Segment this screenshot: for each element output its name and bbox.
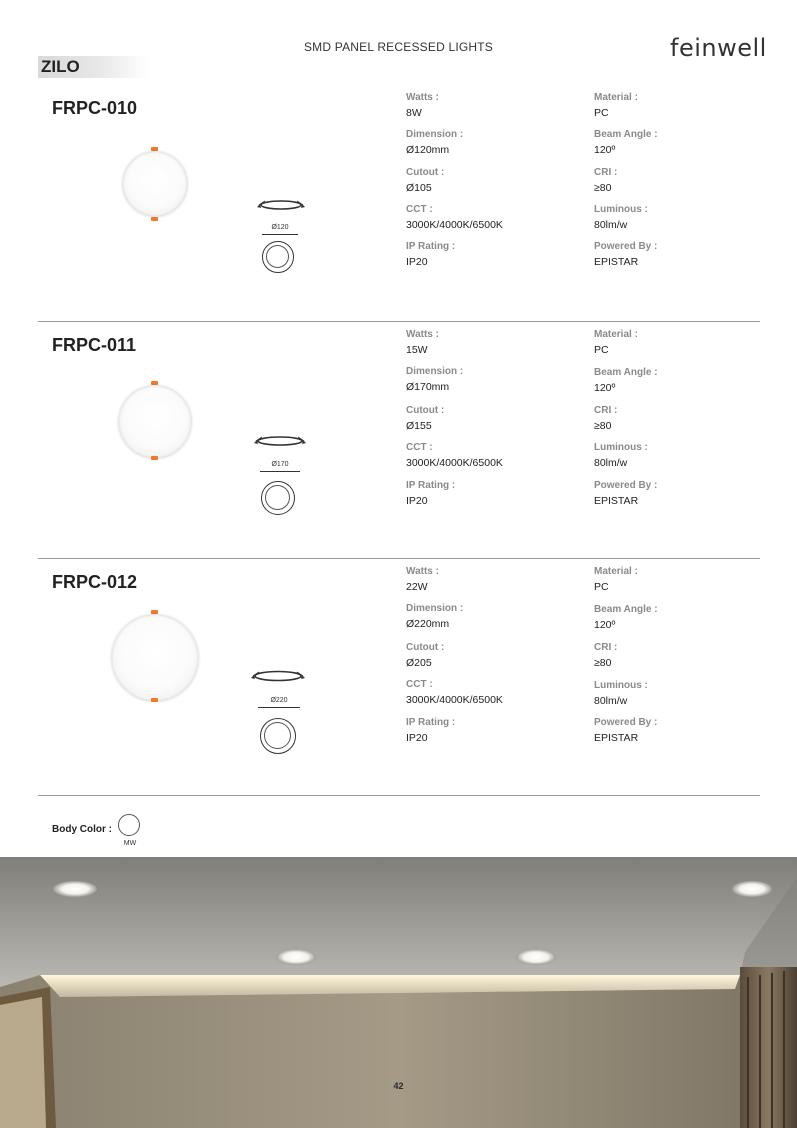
spec-luminous [594, 442, 764, 480]
spec-value: 3000K/4000K/6500K [406, 457, 503, 469]
model-name: FRPC-011 [52, 335, 137, 355]
spec-value: 120º [594, 144, 616, 156]
spec-ip-rating [406, 480, 576, 508]
spec-label: Powered By : [594, 480, 658, 491]
spec-cct [406, 442, 576, 480]
dimension-line [260, 471, 300, 472]
section-divider [38, 558, 760, 559]
spec-label: CRI : [594, 642, 618, 653]
spec-value: IP20 [406, 256, 428, 268]
spec-value: PC [594, 107, 609, 119]
spec-dimension [406, 366, 576, 405]
spec-value: Ø120mm [406, 144, 450, 156]
lamp-spring-bottom [151, 698, 158, 702]
spec-label: CRI : [594, 167, 618, 178]
spec-column-left [406, 92, 576, 269]
dimension-text: Ø120 [271, 224, 289, 231]
spec-label: CRI : [594, 405, 618, 416]
lamp-spring-bottom [151, 217, 158, 221]
lamp-disc [123, 152, 187, 216]
spec-value: EPISTAR [594, 495, 639, 507]
lamp-disc [119, 386, 191, 458]
dimension-text: Ø170 [271, 461, 289, 468]
dimension-text: Ø220 [270, 697, 288, 704]
product-frpc-012 [0, 566, 797, 803]
spec-cutout [406, 167, 576, 204]
side-view-drawing [255, 197, 307, 213]
lamp-spring-top [151, 147, 158, 151]
spec-label: Luminous : [594, 204, 648, 215]
technical-drawing [246, 668, 312, 756]
spec-label: CCT : [406, 679, 433, 690]
spec-beam-angle [594, 604, 764, 642]
technical-drawing [250, 197, 310, 277]
technical-drawing [248, 433, 312, 517]
spec-label: Powered By : [594, 241, 658, 252]
spec-label: Watts : [406, 566, 439, 577]
spec-luminous [594, 680, 764, 717]
spec-cutout [406, 405, 576, 442]
spec-value: EPISTAR [594, 732, 639, 744]
dimension-line [258, 707, 300, 708]
spec-label: Watts : [406, 92, 439, 103]
top-view-inner [264, 722, 291, 749]
spec-value: 80lm/w [594, 695, 628, 707]
spec-material [594, 92, 764, 129]
spec-cct [406, 679, 576, 717]
lamp-spring-top [151, 381, 158, 385]
spec-column-left [406, 566, 576, 745]
spec-label: Cutout : [406, 167, 445, 178]
spec-value: Ø170mm [406, 381, 450, 393]
model-name: FRPC-012 [52, 572, 138, 592]
spec-value: Ø155 [406, 420, 432, 432]
spec-dimension [406, 603, 576, 642]
spec-ip-rating [406, 241, 576, 269]
page-header-title: SMD PANEL RECESSED LIGHTS [303, 40, 494, 54]
lamp-spring-top [151, 610, 158, 614]
dimension-line [262, 234, 298, 235]
section-divider [38, 795, 760, 796]
spec-column-left [406, 329, 576, 508]
spec-label: Material : [594, 92, 638, 103]
side-view-drawing [252, 433, 308, 449]
spec-label: IP Rating : [406, 717, 456, 728]
spec-value: 3000K/4000K/6500K [406, 219, 503, 231]
spec-label: Dimension : [406, 366, 464, 377]
spec-luminous [594, 204, 764, 241]
top-view-inner [265, 485, 290, 510]
spec-beam-angle [594, 129, 764, 167]
product-photo [120, 147, 190, 217]
spec-label: IP Rating : [406, 241, 456, 252]
spec-value: IP20 [406, 495, 428, 507]
top-view-drawing [262, 241, 294, 273]
spec-value: PC [594, 344, 609, 356]
spec-value: EPISTAR [594, 256, 639, 268]
spec-value: ≥80 [594, 420, 612, 432]
spec-value: PC [594, 581, 609, 593]
spec-beam-angle [594, 367, 764, 405]
spec-dimension [406, 129, 576, 167]
spec-watts [406, 566, 576, 603]
series-name: ZILO [41, 57, 80, 76]
spec-ip-rating [406, 717, 576, 745]
spec-value: 15W [406, 344, 428, 356]
spec-cri [594, 642, 764, 680]
spec-label: Dimension : [406, 129, 464, 140]
top-view-inner [266, 245, 289, 268]
spec-label: Powered By : [594, 717, 658, 728]
section-divider [38, 321, 760, 322]
spec-value: 120º [594, 382, 616, 394]
model-name: FRPC-010 [52, 98, 138, 118]
spec-cri [594, 167, 764, 204]
spec-material [594, 566, 764, 604]
spec-label: Dimension : [406, 603, 464, 614]
spec-powered-by [594, 717, 764, 745]
side-view-drawing [249, 668, 307, 684]
product-frpc-010 [0, 92, 797, 329]
spec-label: Beam Angle : [594, 129, 658, 140]
product-frpc-011 [0, 329, 797, 566]
spec-cct [406, 204, 576, 241]
spec-value: 22W [406, 581, 428, 593]
product-photo [110, 610, 200, 702]
spec-label: Luminous : [594, 442, 648, 453]
spec-label: Beam Angle : [594, 604, 658, 615]
lamp-spring-bottom [151, 456, 158, 460]
spec-value: Ø220mm [406, 618, 450, 630]
spec-label: Cutout : [406, 405, 445, 416]
spec-powered-by [594, 480, 764, 508]
spec-value: ≥80 [594, 182, 612, 194]
brand-logo: feinwell [670, 34, 767, 62]
spec-cri [594, 405, 764, 442]
top-view-drawing [261, 481, 295, 515]
spec-value: Ø205 [406, 657, 432, 669]
spec-label: Cutout : [406, 642, 445, 653]
spec-label: Watts : [406, 329, 439, 340]
spec-cutout [406, 642, 576, 679]
spec-value: 80lm/w [594, 457, 628, 469]
spec-label: CCT : [406, 204, 433, 215]
spec-value: Ø105 [406, 182, 432, 194]
spec-powered-by [594, 241, 764, 269]
spec-label: Material : [594, 566, 638, 577]
product-photo [117, 381, 193, 459]
spec-column-right [594, 92, 764, 269]
spec-watts [406, 92, 576, 129]
spec-value: 8W [406, 107, 422, 119]
spec-column-right [594, 329, 764, 508]
spec-watts [406, 329, 576, 366]
spec-label: Luminous : [594, 680, 648, 691]
color-swatch [118, 814, 140, 836]
spec-label: Beam Angle : [594, 367, 658, 378]
spec-material [594, 329, 764, 367]
spec-label: IP Rating : [406, 480, 456, 491]
lamp-disc [112, 615, 198, 701]
page-number: 42 [393, 1081, 404, 1091]
spec-value: ≥80 [594, 657, 612, 669]
top-view-drawing [260, 718, 296, 754]
spec-column-right [594, 566, 764, 745]
body-color-label: Body Color : [52, 824, 112, 835]
color-swatch-code: MW [123, 840, 137, 847]
spec-value: 80lm/w [594, 219, 628, 231]
spec-value: IP20 [406, 732, 428, 744]
spec-value: 120º [594, 619, 616, 631]
spec-label: Material : [594, 329, 638, 340]
spec-label: CCT : [406, 442, 433, 453]
spec-value: 3000K/4000K/6500K [406, 694, 503, 706]
